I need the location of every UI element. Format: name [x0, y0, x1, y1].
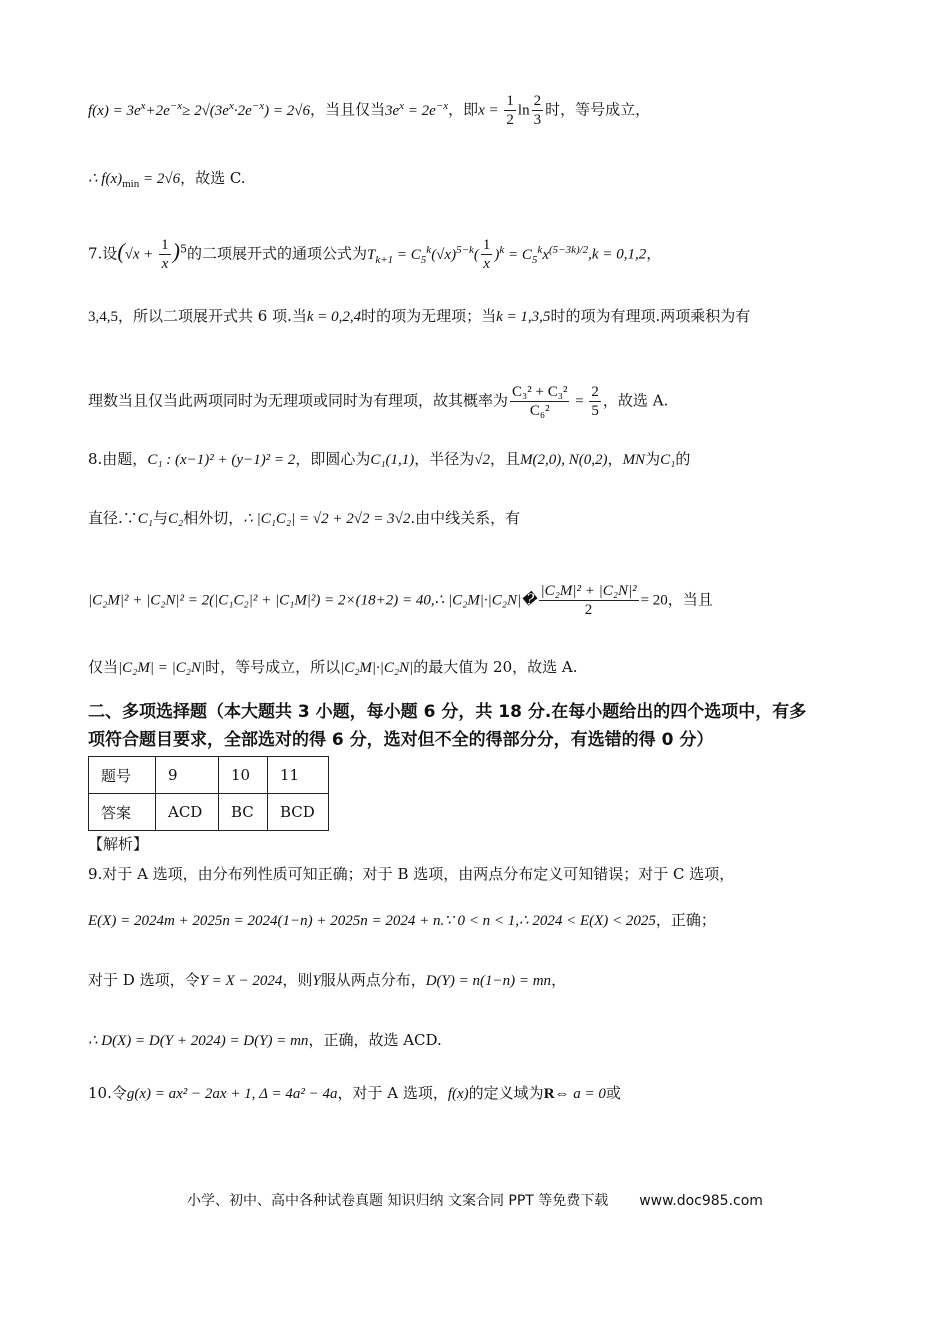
segment-mn: MN	[622, 452, 646, 468]
solution-9-line-3	[88, 970, 890, 991]
text: ，故选 C.	[180, 169, 246, 187]
question-number: 8.由题，	[88, 450, 148, 468]
circle-center: C₁(1,1)	[370, 452, 415, 468]
comma: ，	[646, 244, 662, 263]
text: ，所以二项展开式共 6 项.当	[118, 307, 307, 325]
text: ，则	[282, 971, 313, 989]
real-set: R	[543, 1086, 555, 1102]
text: .由中线关系，有	[410, 509, 521, 527]
solution-7-line-1: 7.设(√x + $\frac{1}{x}$ )$^5$的二项展开式的通项公式为$T_{k+1} = C_5^k(√x)^{5-k}$( $\frac{1}{x}$ )$^k = C_5^kx^{(5-3k)/2},k = 0,1,2$，	[88, 237, 662, 272]
text: 仅当	[88, 658, 119, 676]
solution-8-line-3	[88, 582, 890, 619]
circle-c2: C₂	[168, 511, 184, 527]
text: 相外切，	[183, 509, 244, 527]
section-heading-line-2: 项符合题目要求，全部选对的得 6 分，选对但不全的得部分分，有选错的得 0 分）	[88, 730, 714, 750]
k-values: 3,4,5	[88, 309, 118, 325]
points-mn: M(2,0), N(0,2)	[520, 452, 608, 468]
text: ，正确，故选 ACD.	[308, 1031, 442, 1049]
text: 直径.∵	[88, 509, 138, 527]
solution-7-line-2	[88, 306, 890, 327]
table-cell: 9	[156, 757, 219, 794]
text: ，	[551, 971, 567, 989]
variance-chain-formula: ∴ D(X) = D(Y + 2024) = D(Y) = mn	[88, 1033, 309, 1049]
circle-c1: C₁	[660, 452, 676, 468]
footer-link[interactable]: www.doc985.com	[639, 1193, 763, 1209]
question-number: 7.设	[88, 244, 118, 263]
ln-label: ln	[517, 102, 530, 119]
variable-y: Y	[312, 973, 321, 989]
median-formula: |C₂M|² + |C₂N|² = 2(|C₁C₂|² + |C₁M|²) = 2×(18+2) = 40,∴ |C₂M|·|C₂N|�	[88, 592, 537, 609]
table-cell: 10	[219, 757, 268, 794]
probability-value: $\frac{2}{5}$	[591, 384, 599, 419]
text: 的最大值为 20，故选 A.	[413, 658, 578, 676]
text: 时的项为有理项.两项乘积为有	[550, 307, 751, 325]
solution-9-line-1: 9.对于 A 选项，由分布列性质可知正确；对于 B 选项，由两点分布定义可知错误；对于 C 选项，	[88, 865, 735, 883]
median-fraction: $\frac{\text{|C₂M|² + |C₂N|²}}{2}$	[540, 583, 637, 618]
text: ，当且仅当	[309, 100, 385, 119]
binomial-expression: (	[117, 238, 125, 264]
term-tail: )$^k = C_5^kx^{(5-3k)/2}$	[494, 243, 589, 266]
text: ，且	[490, 450, 521, 468]
table-cell: 题号	[89, 757, 156, 794]
inequality-formula: $f(x) = 3e^x+2e^{-x}\ge 2√(3e^x\cdot 2e^{-x}) = 2√6$	[88, 99, 310, 119]
footer-text: 小学、初中、高中各种试卷真题 知识归纳 文案合同 PPT 等免费下载	[187, 1193, 609, 1209]
function-f: f(x)	[447, 1086, 469, 1102]
page-footer	[0, 1190, 950, 1210]
analysis-label: 【解析】	[88, 835, 149, 853]
substitution-formula: Y = X − 2024	[199, 973, 283, 989]
table-row	[89, 757, 329, 794]
fraction-two-thirds: $\frac{2}{3}$	[533, 93, 542, 128]
text: ，对于 A 选项，	[337, 1084, 448, 1102]
text: ，即圆心为	[295, 450, 371, 468]
question-number: 10.令	[88, 1084, 127, 1102]
text: ，半径为	[414, 450, 475, 468]
text: ，当且	[667, 590, 713, 609]
text: 与	[153, 509, 169, 527]
quadratic-formula: g(x) = ax² − 2ax + 1, Δ = 4a² − 4a	[126, 1086, 338, 1102]
text: 理数当且仅当此两项同时为无理项或同时为有理项，故其概率为	[88, 391, 509, 410]
solution-6-line-2	[88, 168, 890, 194]
text: 为	[645, 450, 661, 468]
probability-fraction: $\frac{\text{C₃² + C₃²}}{\text{C₆²}}$	[512, 384, 568, 419]
fraction-1-over-x-2: $\frac{1}{x}$	[482, 237, 491, 272]
table-cell: 11	[268, 757, 329, 794]
table-cell: BCD	[268, 794, 329, 831]
text: 的	[675, 450, 691, 468]
equivalence-formula: ⇔ a = 0	[554, 1086, 606, 1102]
equality-condition: |C₂M| = |C₂N|	[118, 660, 206, 676]
sqrt-x: √x +	[124, 246, 158, 263]
variance-formula: D(Y) = n(1−n) = mn	[425, 973, 552, 989]
equals-20: = 20	[640, 592, 668, 609]
product-expression: |C₂M|·|C₂N|	[340, 660, 414, 676]
solution-8-line-1	[88, 449, 890, 470]
table-cell: ACD	[156, 794, 219, 831]
fraction-1-over-x: $\frac{1}{x}$	[161, 237, 169, 272]
text: ，正确；	[655, 911, 716, 929]
solution-6-line-1	[88, 92, 890, 129]
solution-9-line-4	[88, 1030, 890, 1051]
table-cell: 答案	[89, 794, 156, 831]
text: 或	[605, 1084, 621, 1102]
general-term-formula: $T_{k+1} = C_5^k(√x)^{5-k}$(	[367, 243, 479, 266]
min-formula: ∴ $f(x)_{min} = 2√6$	[88, 171, 181, 190]
solution-10-line-1	[88, 1083, 890, 1104]
text: 时的项为无理项；当	[361, 307, 497, 325]
text: ，	[607, 450, 623, 468]
circle-c1: C₁	[137, 511, 154, 527]
fraction-half: $\frac{1}{2}$	[506, 93, 514, 128]
text: 服从两点分布，	[320, 971, 426, 989]
table-cell: BC	[219, 794, 268, 831]
text: ，故选 A.	[602, 391, 669, 410]
equality-condition: $3e^x = 2e^{-x}$	[384, 99, 449, 119]
section-heading-line-1: 二、多项选择题（本大题共 3 小题，每小题 6 分，共 18 分.在每小题给出的四个选项中，有多	[88, 702, 807, 722]
text: 的定义域为	[468, 1084, 544, 1102]
k-range: ,k = 0,1,2	[588, 246, 647, 263]
solution-7-line-3: 理数当且仅当此两项同时为无理项或同时为有理项，故其概率为 $\frac{\text{C₃² + C₃²}}{\text{C₆²}}$ = $\frac{2}{5}$ ，故选 A.	[88, 384, 669, 419]
solution-8-line-4	[88, 657, 890, 678]
expectation-formula: E(X) = 2024m + 2025n = 2024(1−n) + 2025n = 2024 + n.∵ 0 < n < 1,∴ 2024 < E(X) < 2025	[88, 913, 656, 929]
k-set-irrational: k = 0,2,4	[306, 309, 362, 325]
distance-formula: ∴ |C₁C₂| = √2 + 2√2 = 3√2	[243, 511, 411, 527]
text: 的二项展开式的通项公式为	[186, 244, 367, 263]
circle-equation: C₁ : (x−1)² + (y−1)² = 2	[147, 452, 296, 468]
x-equals: x =	[478, 102, 503, 119]
answer-table	[88, 756, 329, 831]
solution-8-line-2	[88, 508, 890, 529]
table-row	[89, 794, 329, 831]
paren-close: )	[172, 238, 180, 264]
k-set-rational: k = 1,3,5	[496, 309, 551, 325]
text: ，即	[448, 100, 479, 119]
circle-radius: √2	[474, 452, 491, 468]
text: 对于 D 选项，令	[88, 971, 200, 989]
solution-9-line-2	[88, 910, 890, 931]
text: 时，等号成立，	[545, 100, 651, 119]
text: 时，等号成立，所以	[205, 658, 341, 676]
